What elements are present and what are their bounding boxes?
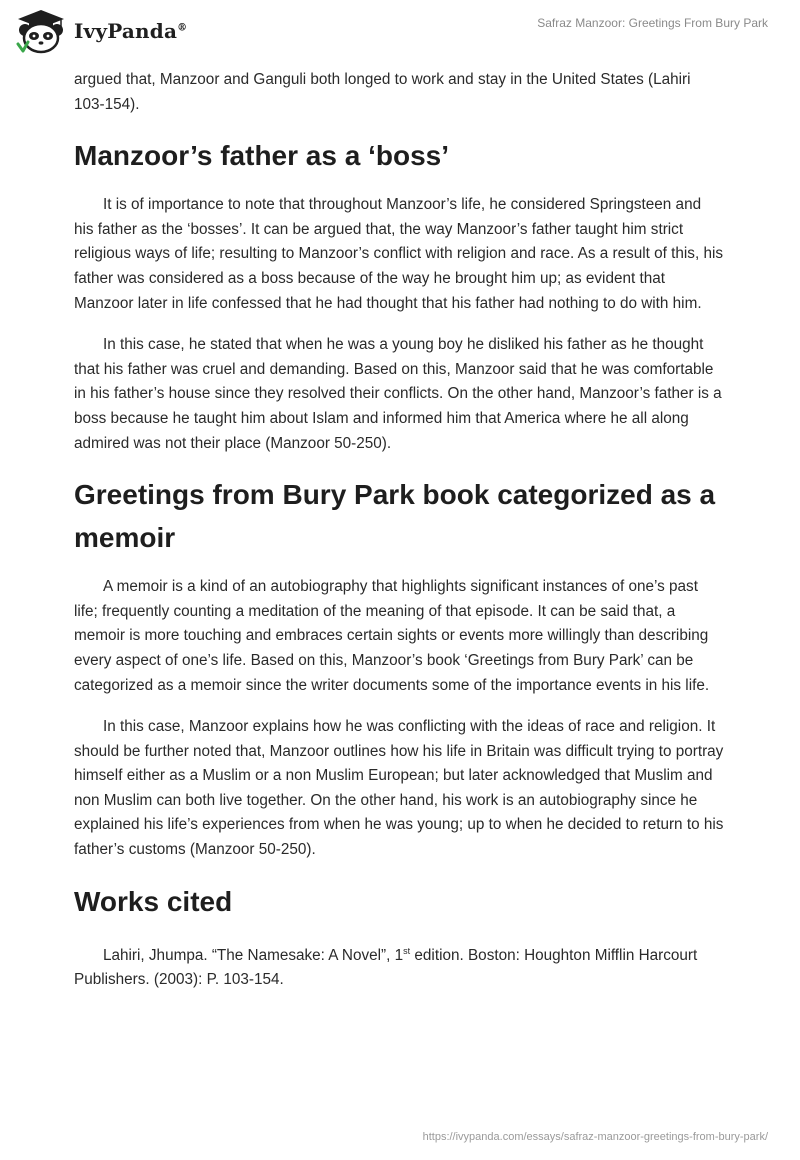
footer-url-link[interactable]: https://ivypanda.com/essays/safraz-manzoor-greetings-from-bury-park/ [422,1131,768,1143]
running-title: Safraz Manzoor: Greetings From Bury Park [537,16,768,30]
citation-text-end: edition. Boston: Houghton Mifflin Harcourt Publishers. (2003): P. 103-154. [74,946,698,989]
paragraph-memoir-2: In this case, Manzoor explains how he was conflicting with the ideas of race and religion. It should be further noted that, Manzoor outlines how his life in Britain was difficult trying to portray himself either as a Muslim or a non Muslim European; but later acknowledged that Muslim and non Muslim can both live together. On the other hand, his work is an autobiography since he explained his life’s experiences from when he was young; up to when he decided to return to his father’s customs (Manzoor 50-250). [74,718,724,859]
registered-mark: ® [177,22,188,34]
citation-superscript: st [403,945,411,956]
essay-content [74,68,724,1010]
paragraph-memoir-1: A memoir is a kind of an autobiography that highlights significant instances of one’s past life; frequently counting a meditation of the meaning of that episode. It can be said that, a memoir is more touching and embraces certain sights or events more willingly than describing every aspect of one’s life. Based on this, Manzoor’s book ‘Greetings from Bury Park’ can be categorized as a memoir since the writer documents some of the importance events in his life. [74,578,710,694]
page-header [0,0,800,70]
paragraph-boss-2: In this case, he stated that when he was a young boy he disliked his father as he thought that his father was cruel and demanding. Based on this, Manzoor said that he was comfortable in his father’s house since they resolved their conflicts. On the other hand, Manzoor’s father is a boss because he taught him about Islam and informed him that America where he all along admired was not their place (Manzoor 50-250). [74,336,722,452]
panda-logo-icon [14,8,68,54]
heading-memoir: Greetings from Bury Park book categorized as a memoir [74,479,716,554]
citation-text-start: Lahiri, Jhumpa. “The Namesake: A Novel”, 1 [103,946,404,964]
heading-father-boss: Manzoor’s father as a ‘boss’ [74,140,449,172]
heading-works-cited: Works cited [74,885,233,917]
paragraph-boss-1: It is of importance to note that throughout Manzoor’s life, he considered Springsteen and his father as the ‘bosses’. It can be argued that, the way Manzoor’s father taught him strict religious ways of life; resulting to Manzoor’s conflict with religion and race. As a result of this, his father was considered as a boss because of the way he brought him up; as evident that Manzoor later in life confessed that he had thought that his father had nothing to do with him. [74,196,724,312]
logo[interactable] [14,8,187,54]
logo-text: IvyPanda® [74,19,188,43]
paragraph-intro: argued that, Manzoor and Ganguli both longed to work and stay in the United States (Lahiri 103-154). [74,71,691,113]
works-cited-entry [74,939,724,993]
